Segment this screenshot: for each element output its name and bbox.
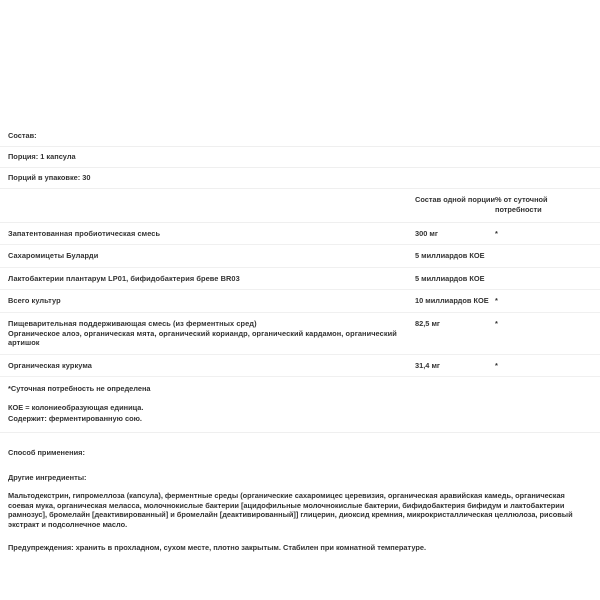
daily-value-footnote: *Суточная потребность не определена	[8, 384, 151, 394]
table-row	[0, 355, 600, 378]
composition-heading: Состав:	[8, 131, 37, 140]
ingredient-daily-value: *	[495, 360, 498, 370]
table-row	[0, 245, 600, 268]
composition-heading-row	[0, 126, 600, 147]
ingredient-name: Запатентованная пробиотическая смесь	[8, 228, 161, 238]
ingredient-amount: 300 мг	[415, 228, 438, 238]
ingredient-name: Органическая куркума	[8, 360, 92, 370]
table-row	[0, 290, 600, 313]
ingredient-daily-value: *	[495, 228, 498, 238]
footnote-block	[0, 398, 600, 433]
ingredient-amount: 10 миллиардов КОЕ	[415, 296, 489, 306]
ingredient-amount: 5 миллиардов КОЕ	[415, 251, 485, 261]
ingredient-name-group	[8, 319, 415, 348]
table-header-row	[0, 189, 600, 223]
ingredient-amount: 31,4 мг	[415, 360, 440, 370]
cfu-definition: КОЕ = колониеобразующая единица.	[8, 403, 144, 413]
directions-label: Способ применения:	[8, 448, 85, 458]
ingredient-amount: 82,5 мг	[415, 318, 440, 328]
servings-per-container-row	[0, 168, 600, 189]
table-row	[0, 268, 600, 291]
other-ingredients-text: Мальтодекстрин, гипромеллоза (капсула), ферментные среды (органические сахаромицес церевизия, органическая аравийская камедь, органическая соевая мука, органическая меласса, молочнокислые бактерии [ацидофильные молочнокислые бактерии, бифидобактерия бифидум и лактобактерии рамнозус], бромелайн [деактивированный] и бромелайн [деактивированный]] глицерин, диоксид кремния, микрокристаллическая целлюлоза, рисовый экстракт и подсолнечное масло.	[8, 491, 573, 529]
other-ingredients-label: Другие ингредиенты:	[8, 473, 87, 483]
ingredient-daily-value: *	[495, 318, 498, 328]
blend-ingredients: Органическое алоэ, органическая мята, органический кориандр, органический кардамон, органический артишок	[8, 328, 397, 348]
ingredient-name: Лактобактерии плантарум LP01, бифидобактерия бреве BR03	[8, 273, 240, 283]
ingredient-daily-value: *	[495, 296, 498, 306]
serving-size-row	[0, 147, 600, 168]
table-header-daily-value: % от суточной потребности	[495, 195, 548, 214]
table-header-amount: Состав одной порции	[415, 195, 495, 204]
warnings-text: Предупреждения: хранить в прохладном, сухом месте, плотно закрытым. Стабилен при комнатной температуре.	[8, 542, 427, 552]
blend-title: Пищеварительная поддерживающая смесь (из ферментных сред)	[8, 318, 257, 328]
ingredient-amount: 5 миллиардов КОЕ	[415, 273, 485, 283]
supplement-facts-panel	[0, 126, 600, 552]
ingredient-name: Сахаромицеты Буларди	[8, 251, 99, 261]
table-row	[0, 223, 600, 246]
contains-statement: Содержит: ферментированную сою.	[8, 413, 142, 423]
table-row-blend	[0, 313, 600, 355]
servings-per-container-text: Порций в упаковке: 30	[8, 173, 91, 182]
serving-size-text: Порция: 1 капсула	[8, 152, 76, 161]
ingredient-name: Всего культур	[8, 296, 61, 306]
